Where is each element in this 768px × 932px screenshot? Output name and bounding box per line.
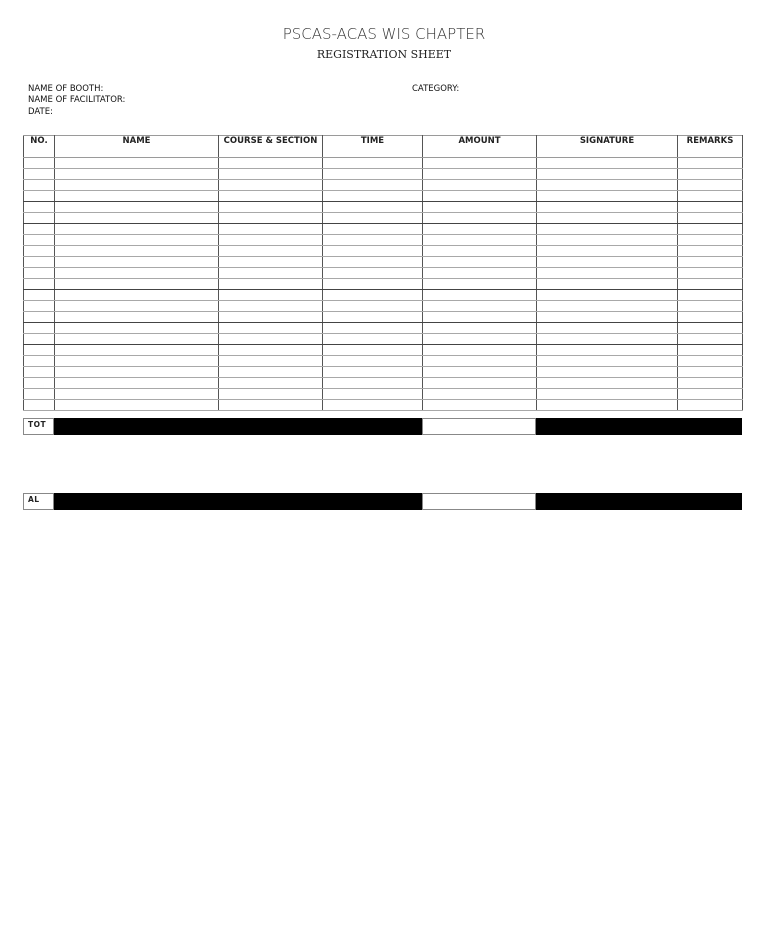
- column-header-remarks: REMARKS: [678, 136, 743, 158]
- table-row: [24, 367, 743, 378]
- table-row: [24, 180, 743, 191]
- table-cell: [423, 191, 537, 202]
- table-cell: [323, 378, 423, 389]
- table-cell: [678, 235, 743, 246]
- table-row: [24, 246, 743, 257]
- table-cell: [24, 180, 55, 191]
- total-row-2: [23, 493, 742, 510]
- table-cell: [537, 334, 678, 345]
- info-block-right: [412, 84, 459, 95]
- table-cell: [219, 158, 323, 169]
- table-cell: [537, 180, 678, 191]
- table-cell: [423, 356, 537, 367]
- table-cell: [678, 224, 743, 235]
- table-cell: [323, 312, 423, 323]
- table-cell: [678, 400, 743, 411]
- registration-table: [23, 135, 743, 411]
- table-cell: [55, 334, 219, 345]
- total-black-fill-left-2: [54, 493, 422, 510]
- table-cell: [219, 367, 323, 378]
- table-cell: [423, 389, 537, 400]
- column-header-amount: AMOUNT: [423, 136, 537, 158]
- table-cell: [537, 191, 678, 202]
- table-cell: [537, 400, 678, 411]
- table-row: [24, 312, 743, 323]
- table-body: [24, 158, 743, 411]
- total-label-1: TOT: [23, 418, 54, 435]
- table-cell: [678, 378, 743, 389]
- table-row: [24, 378, 743, 389]
- table-cell: [24, 169, 55, 180]
- table-cell: [219, 301, 323, 312]
- table-cell: [219, 191, 323, 202]
- table-cell: [678, 169, 743, 180]
- table-cell: [537, 356, 678, 367]
- table-cell: [537, 389, 678, 400]
- table-cell: [323, 191, 423, 202]
- table-cell: [678, 213, 743, 224]
- table-cell: [323, 400, 423, 411]
- table-cell: [537, 213, 678, 224]
- table-cell: [24, 334, 55, 345]
- table-cell: [323, 257, 423, 268]
- table-cell: [537, 224, 678, 235]
- table-cell: [219, 334, 323, 345]
- column-header-course-section: COURSE & SECTION: [219, 136, 323, 158]
- table-cell: [423, 213, 537, 224]
- total-label-2: AL: [23, 493, 54, 510]
- table-row: [24, 224, 743, 235]
- table-row: [24, 158, 743, 169]
- table-cell: [678, 323, 743, 334]
- table-cell: [537, 301, 678, 312]
- table-row: [24, 323, 743, 334]
- table-cell: [323, 158, 423, 169]
- table-cell: [537, 235, 678, 246]
- table-cell: [24, 191, 55, 202]
- column-header-no: NO.: [24, 136, 55, 158]
- table-cell: [219, 356, 323, 367]
- table-cell: [219, 224, 323, 235]
- page-subtitle: REGISTRATION SHEET: [316, 48, 452, 61]
- table-cell: [537, 246, 678, 257]
- table-cell: [537, 312, 678, 323]
- table-header-row: [24, 136, 743, 158]
- table-cell: [24, 158, 55, 169]
- column-header-signature: SIGNATURE: [537, 136, 678, 158]
- table-cell: [323, 169, 423, 180]
- table-cell: [323, 290, 423, 301]
- table-cell: [423, 367, 537, 378]
- table-cell: [323, 279, 423, 290]
- table-cell: [323, 224, 423, 235]
- column-header-time: TIME: [323, 136, 423, 158]
- table-cell: [219, 312, 323, 323]
- table-cell: [537, 158, 678, 169]
- table-cell: [55, 158, 219, 169]
- table-cell: [219, 378, 323, 389]
- table-cell: [219, 213, 323, 224]
- table-cell: [423, 301, 537, 312]
- table-cell: [219, 180, 323, 191]
- table-row: [24, 290, 743, 301]
- table-cell: [323, 389, 423, 400]
- table-cell: [55, 180, 219, 191]
- table-cell: [55, 202, 219, 213]
- table-cell: [423, 345, 537, 356]
- table-cell: [423, 323, 537, 334]
- table-cell: [323, 301, 423, 312]
- category-label: CATEGORY:: [412, 84, 460, 94]
- table-cell: [219, 257, 323, 268]
- table-cell: [55, 323, 219, 334]
- table-row: [24, 301, 743, 312]
- table-cell: [219, 323, 323, 334]
- table-cell: [537, 345, 678, 356]
- table-cell: [678, 279, 743, 290]
- table-cell: [55, 312, 219, 323]
- table-cell: [678, 180, 743, 191]
- table-cell: [323, 180, 423, 191]
- table-cell: [423, 290, 537, 301]
- table-cell: [24, 224, 55, 235]
- table-cell: [24, 345, 55, 356]
- table-row: [24, 202, 743, 213]
- table-row: [24, 169, 743, 180]
- table-cell: [24, 235, 55, 246]
- total-amount-cell-2: [422, 493, 536, 510]
- table-row: [24, 235, 743, 246]
- table-cell: [24, 257, 55, 268]
- table-cell: [323, 334, 423, 345]
- table-cell: [55, 224, 219, 235]
- table-cell: [537, 257, 678, 268]
- table-cell: [24, 202, 55, 213]
- table-cell: [55, 169, 219, 180]
- table-cell: [24, 246, 55, 257]
- booth-label: NAME OF BOOTH:: [28, 84, 104, 94]
- table-cell: [24, 290, 55, 301]
- table-cell: [55, 279, 219, 290]
- table-cell: [219, 279, 323, 290]
- table-row: [24, 356, 743, 367]
- table-cell: [55, 235, 219, 246]
- table-cell: [423, 224, 537, 235]
- table-cell: [219, 169, 323, 180]
- table-cell: [24, 279, 55, 290]
- table-cell: [219, 290, 323, 301]
- table-cell: [323, 268, 423, 279]
- table-row: [24, 389, 743, 400]
- table-cell: [24, 389, 55, 400]
- table-cell: [219, 389, 323, 400]
- table-cell: [537, 323, 678, 334]
- table-cell: [423, 246, 537, 257]
- table-cell: [323, 235, 423, 246]
- table-cell: [678, 301, 743, 312]
- page-title: PSCAS-ACAS WIS CHAPTER: [282, 25, 486, 43]
- table-cell: [55, 378, 219, 389]
- table-cell: [678, 246, 743, 257]
- table-cell: [55, 367, 219, 378]
- table-cell: [537, 290, 678, 301]
- table-row: [24, 334, 743, 345]
- table-cell: [55, 257, 219, 268]
- table-cell: [219, 235, 323, 246]
- table-cell: [55, 191, 219, 202]
- table-cell: [219, 246, 323, 257]
- table-cell: [323, 367, 423, 378]
- table-cell: [537, 367, 678, 378]
- table-row: [24, 213, 743, 224]
- total-black-fill-right: [536, 418, 742, 435]
- table-cell: [24, 367, 55, 378]
- table-cell: [55, 356, 219, 367]
- table-cell: [423, 169, 537, 180]
- table-cell: [219, 268, 323, 279]
- table-cell: [219, 345, 323, 356]
- table-cell: [423, 334, 537, 345]
- table-row: [24, 279, 743, 290]
- column-header-name: NAME: [55, 136, 219, 158]
- table-cell: [537, 279, 678, 290]
- table-cell: [678, 191, 743, 202]
- table-cell: [423, 235, 537, 246]
- total-row-1: [23, 418, 742, 435]
- table-cell: [423, 378, 537, 389]
- table-cell: [678, 345, 743, 356]
- table-cell: [678, 268, 743, 279]
- table-cell: [24, 378, 55, 389]
- table-cell: [24, 312, 55, 323]
- table-cell: [537, 202, 678, 213]
- table-cell: [55, 290, 219, 301]
- table-cell: [423, 180, 537, 191]
- table-cell: [24, 213, 55, 224]
- date-label: DATE:: [28, 106, 53, 117]
- table-cell: [537, 169, 678, 180]
- table-row: [24, 345, 743, 356]
- table-cell: [55, 268, 219, 279]
- table-cell: [678, 158, 743, 169]
- table-cell: [423, 400, 537, 411]
- total-black-fill-right-2: [536, 493, 742, 510]
- table-cell: [323, 246, 423, 257]
- table-row: [24, 268, 743, 279]
- table-cell: [55, 301, 219, 312]
- table-cell: [55, 246, 219, 257]
- table-cell: [323, 345, 423, 356]
- table-cell: [423, 268, 537, 279]
- table-cell: [24, 356, 55, 367]
- table-cell: [55, 213, 219, 224]
- table-cell: [423, 202, 537, 213]
- table-cell: [24, 301, 55, 312]
- table-cell: [219, 202, 323, 213]
- table-cell: [537, 268, 678, 279]
- table-cell: [678, 367, 743, 378]
- table-cell: [678, 257, 743, 268]
- table-cell: [678, 312, 743, 323]
- table-cell: [423, 257, 537, 268]
- table-cell: [678, 389, 743, 400]
- total-black-fill-left: [54, 418, 422, 435]
- table-row: [24, 400, 743, 411]
- table-cell: [323, 356, 423, 367]
- table-cell: [678, 202, 743, 213]
- table-cell: [219, 400, 323, 411]
- table-cell: [323, 213, 423, 224]
- table-cell: [323, 323, 423, 334]
- table-cell: [678, 290, 743, 301]
- total-amount-cell: [422, 418, 536, 435]
- table-cell: [423, 279, 537, 290]
- table-cell: [55, 400, 219, 411]
- table-cell: [423, 158, 537, 169]
- table-row: [24, 191, 743, 202]
- table-cell: [55, 345, 219, 356]
- table-cell: [678, 334, 743, 345]
- table-cell: [678, 356, 743, 367]
- table-cell: [423, 312, 537, 323]
- table-row: [24, 257, 743, 268]
- table-cell: [323, 202, 423, 213]
- table-cell: [537, 378, 678, 389]
- facilitator-label: NAME OF FACILITATOR:: [28, 95, 126, 106]
- table-cell: [55, 389, 219, 400]
- table-cell: [24, 400, 55, 411]
- info-block-left: [28, 84, 125, 118]
- table-cell: [24, 323, 55, 334]
- table-cell: [24, 268, 55, 279]
